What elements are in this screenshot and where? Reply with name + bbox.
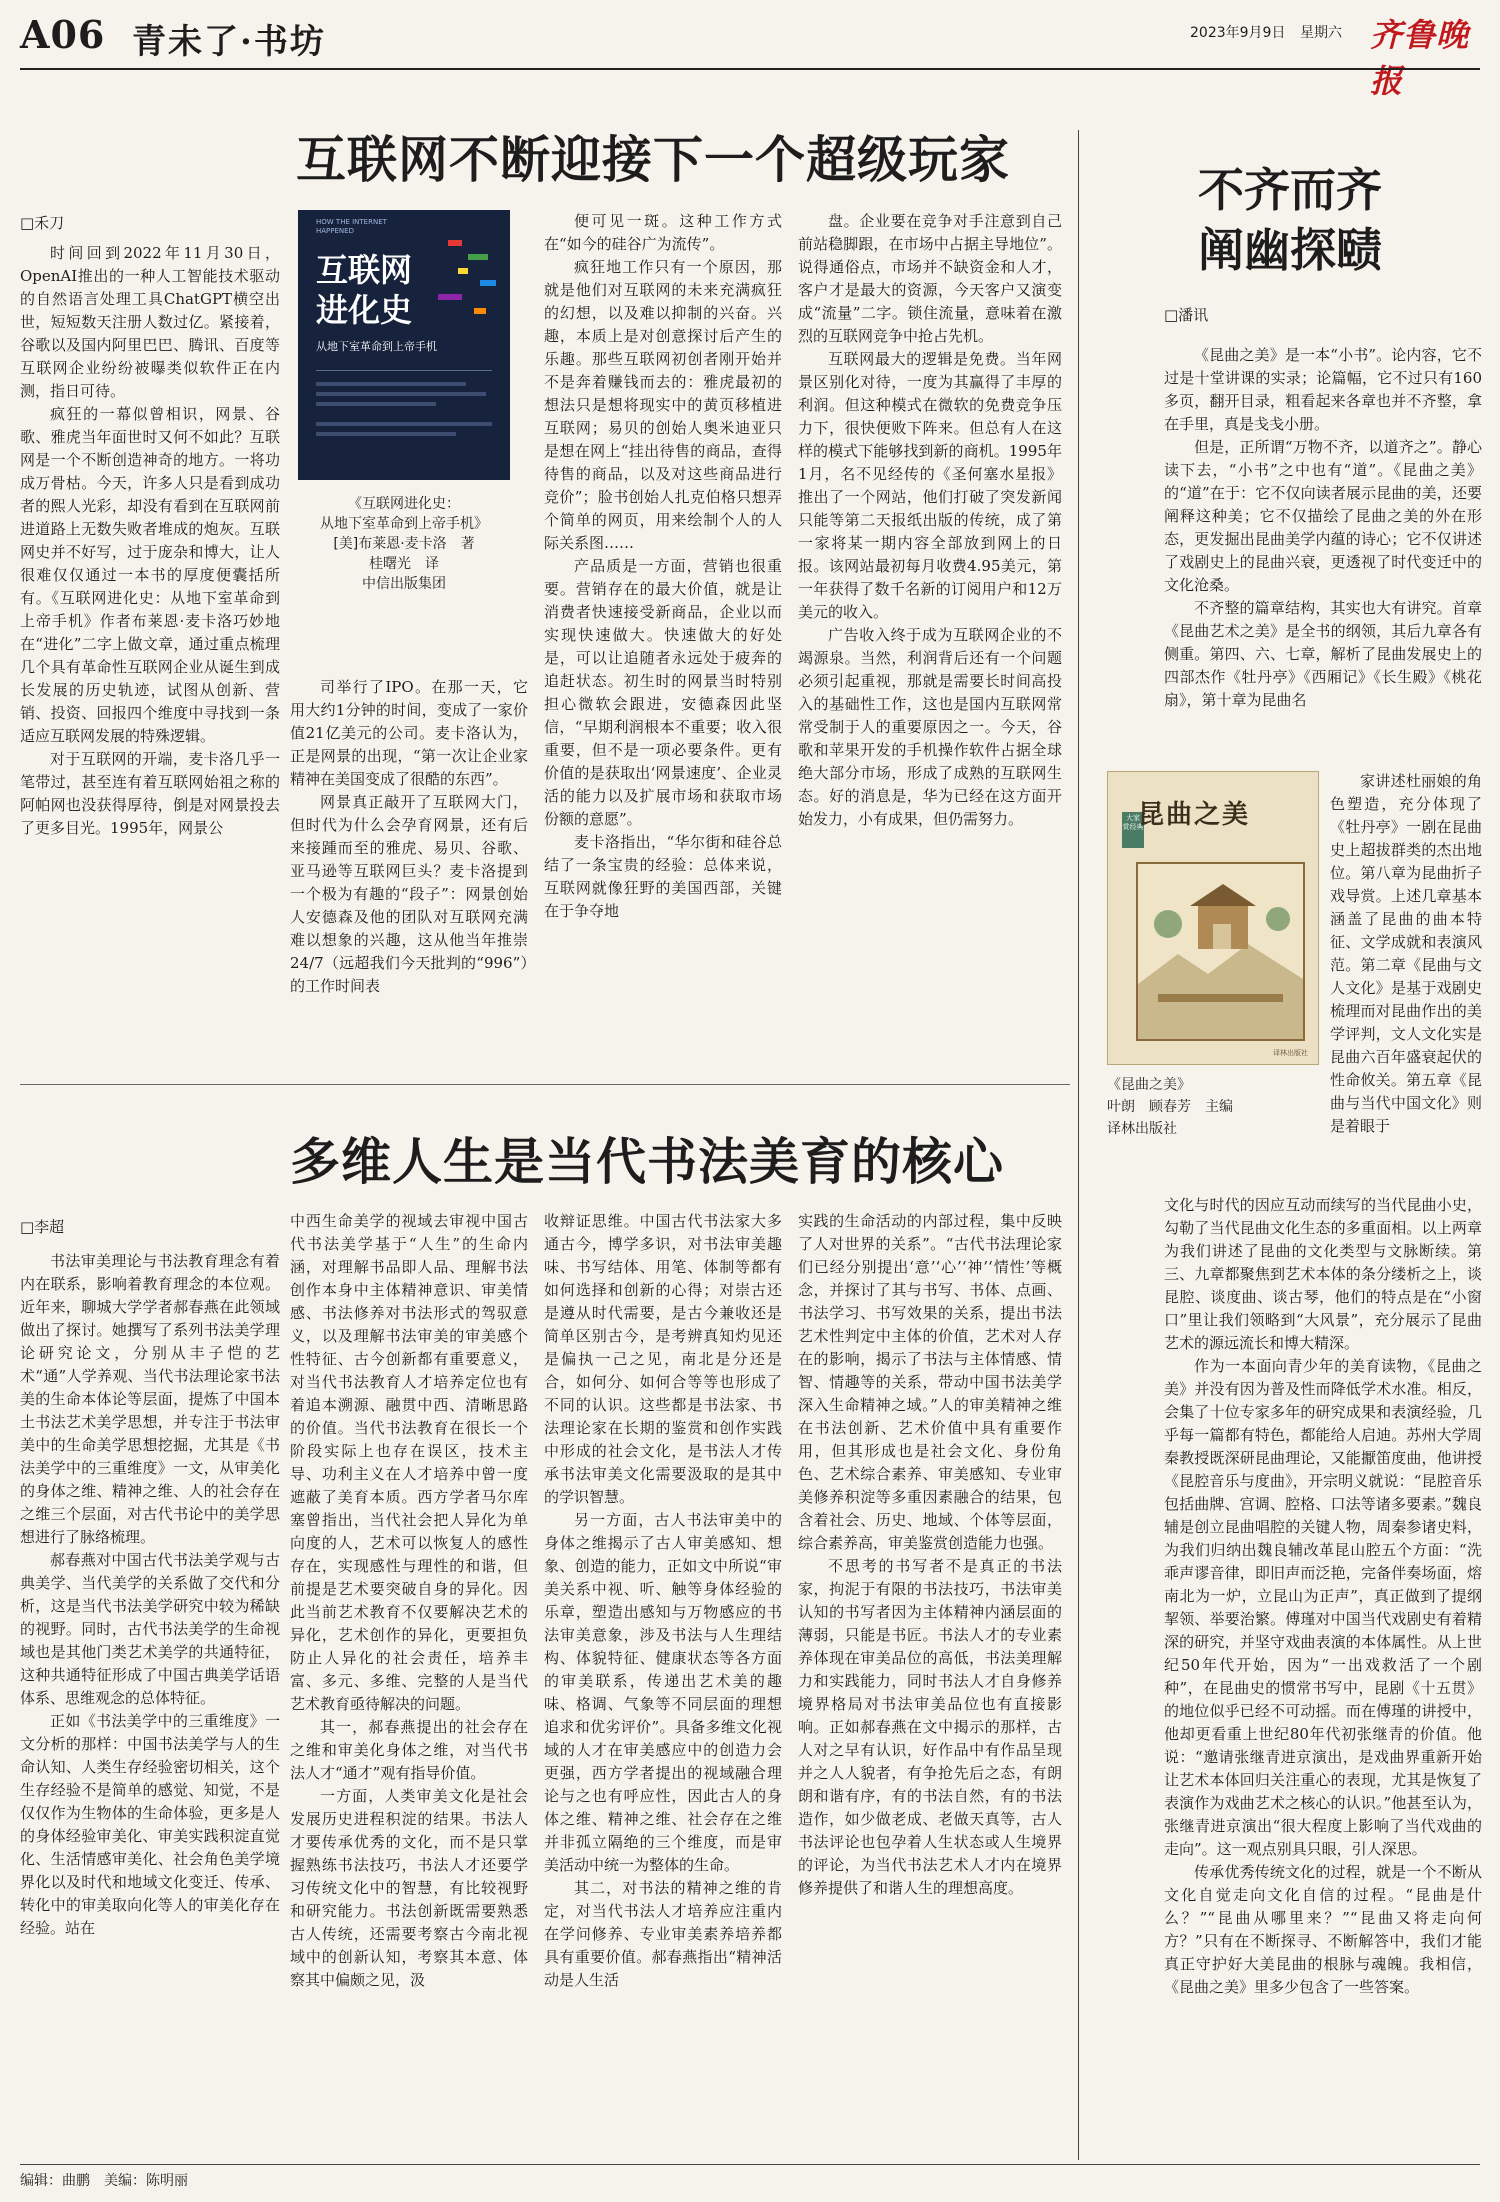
article1-column-1 xyxy=(20,242,280,1062)
paragraph: 时间回到2022年11月30日，OpenAI推出的一种人工智能技术驱动的自然语言处理工具ChatGPT横空出世，短短数天注册人数过亿。紧接着，谷歌以及国内阿里巴巴、腾讯、百度等互联网企业纷纷被曝类似软件正在内测，指日可待。 xyxy=(20,244,280,400)
article3-column-1 xyxy=(20,1250,280,2162)
caption-line: 《昆曲之美》 xyxy=(1107,1077,1191,1093)
landscape-illustration xyxy=(1138,864,1303,1039)
pixel-decoration xyxy=(468,254,488,260)
paragraph: 收辩证思维。中国古代书法家大多通古今，博学多识，对书法审美趣味、书写结体、用笔、体制等都有如何选择和创新的心得；对崇古还是遵从时代需要，是古今兼收还是简单区别古今，是考辨真知灼见还是偏执一己之见，南北是分还是合，如何分、如何合等等也形成了不同的认识。这些都是书法家、书法理论家在长期的鉴赏和创作实践中形成的社会文化，是书法人才传承书法审美文化需要汲取的是其中的学识智慧。 xyxy=(544,1212,782,1506)
caption-line: 桂曙光 译 xyxy=(369,556,439,572)
article3-byline: □李超 xyxy=(20,1218,65,1236)
caption-line: 中信出版集团 xyxy=(362,576,446,592)
book-cover-subtitle: 从地下室革命到上帝手机 xyxy=(316,340,437,353)
caption-line: 叶朗 顾春芳 主编 xyxy=(1107,1099,1233,1115)
book-cover-badge: 大家 赏经典 xyxy=(1122,812,1144,848)
book-cover-internet-evolution xyxy=(298,210,510,480)
section-title: 青未了·书坊 xyxy=(132,22,326,62)
paragraph: 疯狂地工作只有一个原因，那就是他们对互联网的未来充满疯狂的幻想，以及难以抑制的兴奋。兴趣，本质上是对创意探讨后产生的乐趣。那些互联网初创者刚开始并不是奔着赚钱而去的：雅虎最初的想法只是想将现实中的黄页移植进互联网；易贝的创始人奥米迪亚只是想在网上“挂出待售的商品，查得待售的商品，以及对这些商品进行竞价”；脸书创始人扎克伯格只想弄个简单的网页，用来绘制个人的人际关系图…… xyxy=(544,258,782,552)
article2-byline: □潘讯 xyxy=(1164,306,1209,324)
article2-column-mid xyxy=(1330,770,1482,1190)
paragraph: 麦卡洛指出，“华尔街和硅谷总结了一条宝贵的经验：总体来说，互联网就像狂野的美国西部，关键在于争夺地 xyxy=(544,833,782,920)
caption-line: 从地下室革命到上帝手机》 xyxy=(320,516,488,532)
cover-text-line xyxy=(316,432,456,436)
paragraph: 疯狂的一幕似曾相识，网景、谷歌、雅虎当年面世时又何不如此？互联网是一个不断创造神奇的地方。一将功成万骨枯。今天，许多人只是看到成功者的熙人光彩，却没有看到在互联网前进道路上无数失败者堆成的炮灰。互联网史并不好写，过于庞杂和博大，让人很难仅仅通过一本书的厚度便囊括所有。《互联网进化史：从地下室革命到上帝手机》作者布莱恩·麦卡洛巧妙地在“进化”二字上做文章，通过重点梳理几个具有革命性互联网企业从诞生到成长发展的历史轨迹，试图从创新、营销、投资、回报四个维度中寻找到一条适应互联网发展的特殊逻辑。 xyxy=(20,405,280,745)
cover-text-line xyxy=(316,392,486,396)
header-rule xyxy=(20,68,1480,70)
book-cover-illustration xyxy=(1136,862,1305,1041)
paragraph: 作为一本面向青少年的美育读物，《昆曲之美》并没有因为普及性而降低学术水准。相反，会集了十位专家多年的研究成果和表演经验，几乎每一篇都有特色，都能给人启迪。苏州大学周秦教授既深研昆曲理论，又能擫笛度曲，他讲授《昆腔音乐与度曲》，开宗明义就说：“昆腔音乐包括曲牌、宫调、腔格、口法等诸多要素。”魏良辅是创立昆曲唱腔的关键人物，周秦参诸史料，为我们归纳出魏良辅改革昆山腔五个方面：“洗乖声谬音律，即旧声而泛艳，完备伴奏场面，熔南北为一炉，立昆山为正声”，真正做到了提纲挈领、举要治繁。傅瑾对中国当代戏剧史有着精深的研究，并坚守戏曲表演的本体属性。从上世纪50年代开始，因为“一出戏救活了一个剧种”，在昆曲史的惯常书写中，昆剧《十五贯》的地位似乎已经不可动摇。而在傅瑾的讲授中，他却更看重上世纪80年代初张继青的价值。他说：“邀请张继青进京演出，是戏曲界重新开始让艺术本体回归关注重心的表现，尤其是恢复了表演作为戏曲艺术之核心的认识。”他甚至认为，张继青进京演出“很大程度上影响了当代戏曲的走向”。这一观点别具只眼，引人深思。 xyxy=(1164,1357,1482,1858)
article1-column-2 xyxy=(290,676,528,1062)
article2-title: 不齐而齐 阐幽探赜 xyxy=(1198,163,1382,277)
article3-column-3 xyxy=(544,1210,782,2162)
cover-text-line xyxy=(316,402,436,406)
column-divider xyxy=(1078,130,1079,2160)
book-cover-publisher: 译林出版社 xyxy=(1273,1049,1308,1057)
paragraph: 互联网最大的逻辑是免费。当年网景区别化对待，一度为其赢得了丰厚的利润。但这种模式在微软的免费竞争压力下，很快便败下阵来。但总有人在这样的模式下能够找到新的商机。1995年1月，名不见经传的《圣何塞水星报》推出了一个网站，他们打破了突发新闻只能等第二天报纸出版的传统，成了第一家将某一期内容全部放到网上的日报。该网站最初每月收费4.95美元，第一年获得了数千名新的订阅用户和12万美元的收入。 xyxy=(798,350,1062,621)
book-cover-title: 互联网 进化史 xyxy=(316,251,413,329)
article2-column-bottom xyxy=(1164,1194,1482,2160)
article2-column-top xyxy=(1164,344,1482,764)
paragraph: 不齐整的篇章结构，其实也大有讲究。首章《昆曲艺术之美》是全书的纲领，其后九章各有侧重。第四、六、七章，解析了昆曲发展史上的四部杰作《牡丹亭》《西厢记》《长生殿》《桃花扇》，第十章为昆曲名 xyxy=(1164,599,1482,709)
article1-column-3 xyxy=(544,210,782,1062)
paragraph: 广告收入终于成为互联网企业的不竭源泉。当然，利润背后还有一个问题必须引起重视，那就是需要长时间高投入的基础性工作，这也是国内互联网常常受制于人的重要原因之一。今天，谷歌和苹果开发的手机操作软件占据全球绝大部分市场，形成了成熟的互联网生态。好的消息是，华为已经在这方面开始发力，小有成果，但仍需努力。 xyxy=(798,626,1062,828)
paragraph: 一方面，人类审美文化是社会发展历史进程积淀的结果。书法人才要传承优秀的文化，而不是只掌握熟练书法技巧，书法人才还要学习传统文化中的智慧，有比较视野和研究能力。书法创新既需要熟悉古人传统，还需要考察古今南北视域中的创新认知，考察其本意、体察其中偏颇之见，汲 xyxy=(290,1787,528,1989)
paragraph: 另一方面，古人书法审美中的身体之维揭示了古人审美感知、想象、创造的能力，正如文中所说“审美关系中视、听、触等身体经验的乐章，塑造出感知与万物感应的书法审美意象，涉及书法与人生理结构、体貌特征、健康状态等各方面的审美联系，传递出艺术美的趣味、格调、气象等不同层面的理想追求和优劣评价”。具备多维文化视域的人才在审美感应中的创造力会更强，西方学者提出的视域融合理论与之也有呼应性，因此古人的身体之维、精神之维、社会存在之维并非孤立隔绝的三个维度，而是审美活动中统一为整体的生命。 xyxy=(544,1511,782,1874)
pixel-decoration xyxy=(480,280,496,286)
paragraph: 对于互联网的开端，麦卡洛几乎一笔带过，甚至连有着互联网始祖之称的阿帕网也没获得厚待，倒是对网景投去了更多目光。1995年，网景公 xyxy=(20,750,280,837)
paragraph: 中西生命美学的视域去审视中国古代书法美学基于“人生”的生命内涵，对理解书品即人品、理解书法创作本身中主体精神意识、审美情感、书法修养对书法形式的驾驭意义，以及理解书法审美的审美感个性特征、古今创新都有重要意义，对当代书法教育人才培养定位也有着追本溯源、融贯中西、清晰思路的价值。当代书法教育在很长一个阶段实际上也存在误区，技术主导、功利主义在人才培养中曾一度遮蔽了美育本质。西方学者马尔库塞曾指出，当代社会把人异化为单向度的人，艺术可以恢复人的感性存在，实现感性与理性的和谐，但前提是艺术要突破自身的异化。因此当前艺术教育不仅要解决艺术的异化，艺术创作的异化，更要担负防止人异化的社会责任，培养丰富、多元、多维、完整的人是当代艺术教育亟待解决的问题。 xyxy=(290,1212,528,1713)
paragraph: 产品质是一方面，营销也很重要。营销存在的最大价值，就是让消费者快速接受新商品，企业以而实现快速做大。快速做大的好处是，可以让追随者永远处于疲奔的追赶状态。初生时的网景当时特别担心微软会跟进，安德森因此坚信，“早期利润根本不重要；收入很重要，但不是一项必要条件。更有价值的是获取出‘网景速度’、企业灵活的能力以及扩展市场和获取市场份额的意愿”。 xyxy=(544,557,782,828)
pixel-decoration xyxy=(474,308,486,314)
article1-title: 互联网不断迎接下一个超级玩家 xyxy=(296,130,1010,189)
paragraph: 其一，郝春燕提出的社会存在之维和审美化身体之维，对当代书法人才“通才”观有指导价值。 xyxy=(290,1718,528,1782)
section-divider xyxy=(20,1084,1070,1085)
book-cover-en-title: HOW THE INTERNET HAPPENED xyxy=(316,218,387,235)
issue-date: 2023年9月9日 xyxy=(1190,25,1286,41)
paragraph: 书法审美理论与书法教育理念有着内在联系，影响着教育理念的本位观。近年来，聊城大学学者郝春燕在此领域做出了探讨。她撰写了系列书法美学理论研究论文，分别从丰子恺的艺术“通”人学养观、当代书法理论家书法美的生命本体论等层面，提炼了中国本土书法艺术美学思想，并专注于书法审美中的生命美学思想挖掘，尤其是《书法美学中的三重维度》一文，从审美化的身体之维、精神之维、人的社会存在之维三个层面，对古代书论中的美学思想进行了脉络梳理。 xyxy=(20,1252,280,1546)
paragraph: 郝春燕对中国古代书法美学观与古典美学、当代美学的关系做了交代和分析，这是当代书法美学研究中较为稀缺的视野。同时，古代书法美学的生命视域也是其他门类艺术美学的共通特征，这种共通特征形成了中国古典美学话语体系、思维观念的总体特征。 xyxy=(20,1551,280,1707)
article1-book-caption xyxy=(290,494,518,594)
cover-text-line xyxy=(316,382,466,386)
caption-line: 《互联网进化史： xyxy=(348,496,460,512)
paragraph: 但是，正所谓“万物不齐，以道齐之”。静心读下去，“小书”之中也有“道”。《昆曲之美》的“道”在于：它不仅向读者展示昆曲的美，还要阐释这种美；它不仅描绘了昆曲之美的外在形态，更发掘出昆曲美学内蕴的诗心；它不仅讲述了戏剧史上的昆曲兴衰，更透视了时代变迁中的文化沧桑。 xyxy=(1164,438,1482,594)
paragraph: 文化与时代的因应互动而续写的当代昆曲小史，勾勒了当代昆曲文化生态的多重面相。以上两章为我们讲述了昆曲的文化类型与文脉断续。第三、九章都聚焦到艺术本体的条分缕析之上，谈昆腔、谈度曲、谈古琴，他们的特点是在“小窗口”里让我们领略到“大风景”，充分展示了昆曲艺术的源远流长和博大精深。 xyxy=(1164,1196,1482,1352)
footer-rule xyxy=(20,2164,1480,2165)
pixel-decoration xyxy=(458,268,468,274)
page-number: A06 xyxy=(20,12,106,57)
article3-column-2 xyxy=(290,1210,528,2162)
cover-text-line xyxy=(316,422,492,426)
article1-column-4 xyxy=(798,210,1062,1062)
pixel-decoration xyxy=(448,240,462,246)
paragraph: 实践的生命活动的内部过程，集中反映了人对世界的关系”。“古代书法理论家们已经分别提出‘意’‘心’‘神’‘情性’等概念，并探讨了其与书写、书体、点画、书法学习、书写效果的关系，提出书法艺术性判定中主体的价值，艺术对人存在的影响，揭示了书法与主体情感、情智、情趣等的关系，带动中国书法美学深入生命精神之域。”人的审美精神之维在书法创新、艺术价值中具有重要作用，但其形成也是社会文化、身份角色、艺术综合素养、审美感知、专业审美修养积淀等多重因素融合的结果，包含着社会、历史、地域、个体等层面，综合素养高，审美鉴赏创造能力也强。 xyxy=(798,1212,1062,1552)
cover-divider xyxy=(316,370,492,371)
book-cover-kunqu xyxy=(1107,771,1319,1065)
article1-byline: □禾刀 xyxy=(20,214,65,232)
paragraph: 网景真正敲开了互联网大门，但时代为什么会孕育网景，还有后来接踵而至的雅虎、易贝、谷歌、亚马逊等互联网巨头？麦卡洛提到一个极为有趣的“段子”：网景创始人安德森及他的团队对互联网充满难以想象的兴趣，这从他当年推崇24/7（远超我们今天批判的“996”）的工作时间表 xyxy=(290,793,528,995)
paragraph: 《昆曲之美》是一本“小书”。论内容，它不过是十堂讲课的实录；论篇幅，它不过只有160多页，翻开目录，粗看起来各章也并不齐整，拿在手里，真是戋戋小册。 xyxy=(1164,346,1482,433)
paragraph: 不思考的书写者不是真正的书法家，拘泥于有限的书法技巧，书法审美认知的书写者因为主体精神内涵层面的薄弱，只能是书匠。书法人才的专业素养体现在审美品位的高低，书法美理解力和实践能力，同时书法人才自身修养境界格局对书法审美品位也有直接影响。正如郝春燕在文中揭示的那样，古人对之早有认识，好作品中有作品呈现并之人人貌者，有争抢先后之态，有朗朗和谐有序，有的书法自然，有的书法造作，如少做老成、老做天真等，古人书法评论也包孕着人生状态或人生境界的评论，为当代书法艺术人才内在境界修养提供了和谐人生的理想高度。 xyxy=(798,1557,1062,1897)
paragraph: 便可见一斑。这种工作方式在“如今的硅谷广为流传”。 xyxy=(544,212,782,253)
caption-line: 译林出版社 xyxy=(1107,1121,1177,1137)
article3-title: 多维人生是当代书法美育的核心 xyxy=(290,1132,1004,1191)
pixel-decoration xyxy=(438,294,462,300)
article3-column-4 xyxy=(798,1210,1062,2162)
article2-book-caption xyxy=(1107,1074,1307,1140)
paragraph: 正如《书法美学中的三重维度》一文分析的那样：中国书法美学与人的生命认知、人类生存经验密切相关，这个生存经验不是简单的感觉、知觉，不是仅仅作为生物体的生命体验，更多是人的身体经验审美化、审美实践积淀直觉化、生活情感审美化、社会角色美学境界化以及时代和地域文化变迁、传承、转化中的审美取向化等人的审美化存在经验。站在 xyxy=(20,1712,280,1937)
newspaper-logo: 齐鲁晚报 xyxy=(1370,16,1470,100)
footer-credits: 编辑：曲鹏 美编：陈明丽 xyxy=(20,2173,188,2189)
book-cover-title: 昆曲之美 xyxy=(1138,800,1251,830)
caption-line: [美]布莱恩·麦卡洛 著 xyxy=(333,536,475,552)
paragraph: 家讲述杜丽娘的角色塑造，充分体现了《牡丹亭》一剧在昆曲史上超拔群类的杰出地位。第八章为昆曲折子戏导赏。上述几章基本涵盖了昆曲的曲本特征、文学成就和表演风范。第二章《昆曲与文人文化》是基于戏剧史梳理而对昆曲作出的美学评判，文人文化实是昆曲六百年盛衰起伏的性命攸关。第五章《昆曲与当代中国文化》则是着眼于 xyxy=(1330,772,1482,1135)
paragraph: 司举行了IPO。在那一天，它用大约1分钟的时间，变成了一家价值21亿美元的公司。麦卡洛认为，正是网景的出现，“第一次让企业家精神在美国变成了很酷的东西”。 xyxy=(290,678,528,788)
paragraph: 传承优秀传统文化的过程，就是一个不断从文化自觉走向文化自信的过程。“昆曲是什么？”“昆曲从哪里来？”“昆曲又将走向何方？”只有在不断探寻、不断解答中，我们才能真正守护好大美昆曲的根脉与魂魄。我相信，《昆曲之美》里多少包含了一些答案。 xyxy=(1164,1863,1482,1996)
paragraph: 其二，对书法的精神之维的肯定，对当代书法人才培养应注重内在学问修养、专业审美素养培养都具有重要价值。郝春燕指出“精神活动是人生活 xyxy=(544,1879,782,1989)
issue-weekday: 星期六 xyxy=(1300,25,1342,41)
paragraph: 盘。企业要在竞争对手注意到自己前站稳脚跟，在市场中占据主导地位”。说得通俗点，市场并不缺资金和人才，客户才是最大的资源，今天客户又演变成“流量”二字。锁住流量，意味着在激烈的互联网竞争中抢占先机。 xyxy=(798,212,1062,345)
